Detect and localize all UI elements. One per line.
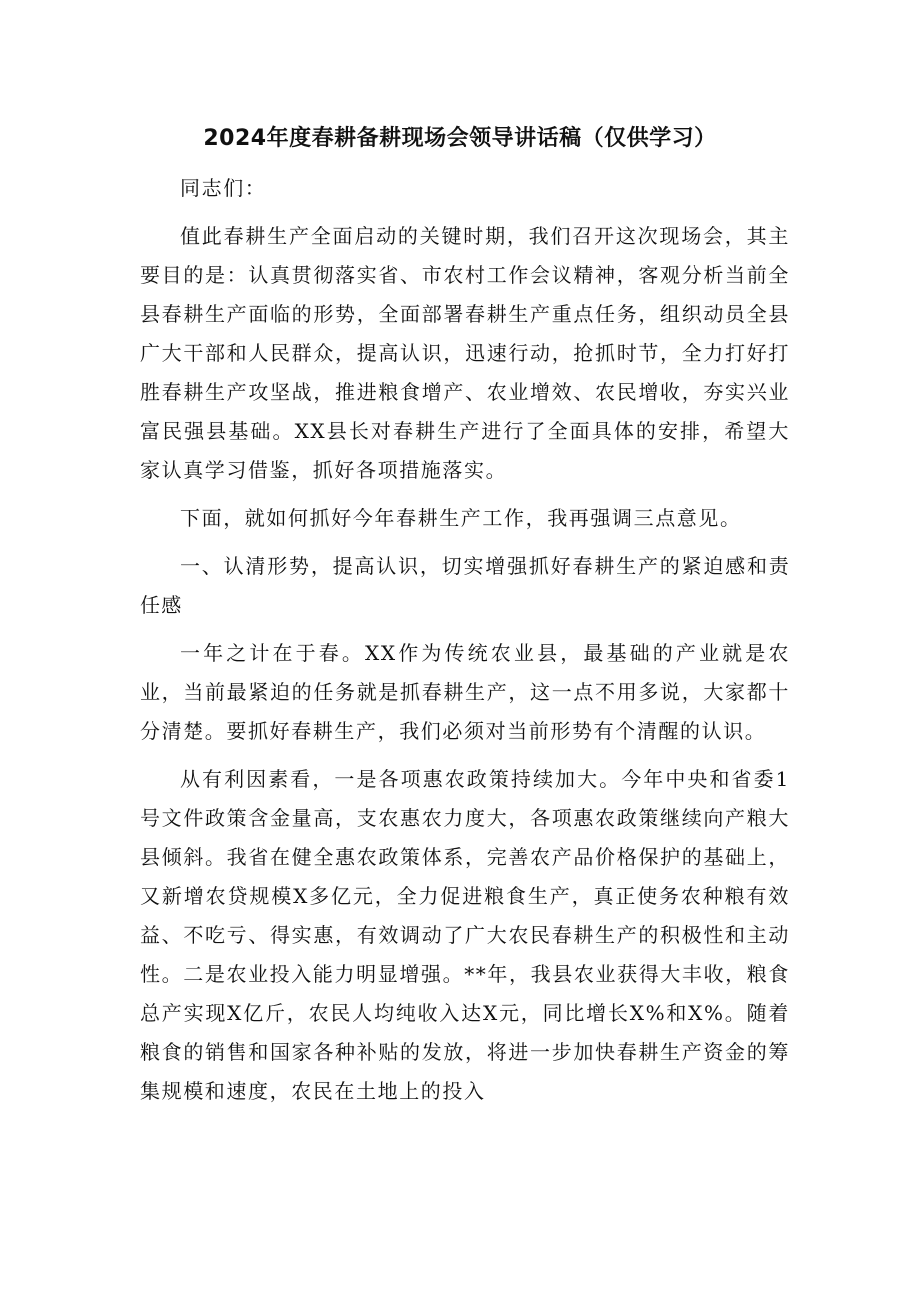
paragraph-overview: 下面，就如何抓好今年春耕生产工作，我再强调三点意见。 (180, 506, 742, 530)
document-title: 2024年度春耕备耕现场会领导讲话稿（仅供学习） (203, 126, 717, 151)
paragraph-intro: 值此春耕生产全面启动的关键时期，我们召开这次现场会，其主要目的是：认真贯彻落实省、市农村工作会议精神，客观分析当前全县春耕生产面临的形势，全面部署春耕生产重点任务，组织动员全县广大干部和人民群众，提高认识，迅速行动，抢抓时节，全力打好打胜春耕生产攻坚战，推进粮食增产、农业增效、农民增收，夯实兴业富民强县基础。XX县长对春耕生产进行了全面具体的安排，希望大家认真学习借鉴，抓好各项措施落实。 (140, 224, 790, 482)
document-body (140, 169, 790, 1120)
section-paragraph: 一年之计在于春。XX作为传统农业县，最基础的产业就是农业，当前最紧迫的任务就是抓春耕生产，这一点不用多说，大家都十分清楚。要抓好春耕生产，我们必须对当前形势有个清醒的认识。 (140, 641, 790, 743)
section-heading: 一、认清形势，提高认识，切实增强抓好春耕生产的紧迫感和责任感 (140, 554, 790, 617)
section-paragraph: 从有利因素看，一是各项惠农政策持续加大。今年中央和省委1号文件政策含金量高，支农惠农力度大，各项惠农政策继续向产粮大县倾斜。我省在健全惠农政策体系，完善农产品价格保护的基础上，又新增农贷规模X多亿元，全力促进粮食生产，真正使务农种粮有效益、不吃亏、得实惠，有效调动了广大农民春耕生产的积极性和主动性。二是农业投入能力明显增强。**年，我县农业获得大丰收，粮食总产实现X亿斤，农民人均纯收入达X元，同比增长X%和X%。随着粮食的销售和国家各种补贴的发放，将进一步加快春耕生产资金的筹集规模和速度，农民在土地上的投入 (140, 767, 790, 1103)
salutation: 同志们： (180, 176, 267, 200)
